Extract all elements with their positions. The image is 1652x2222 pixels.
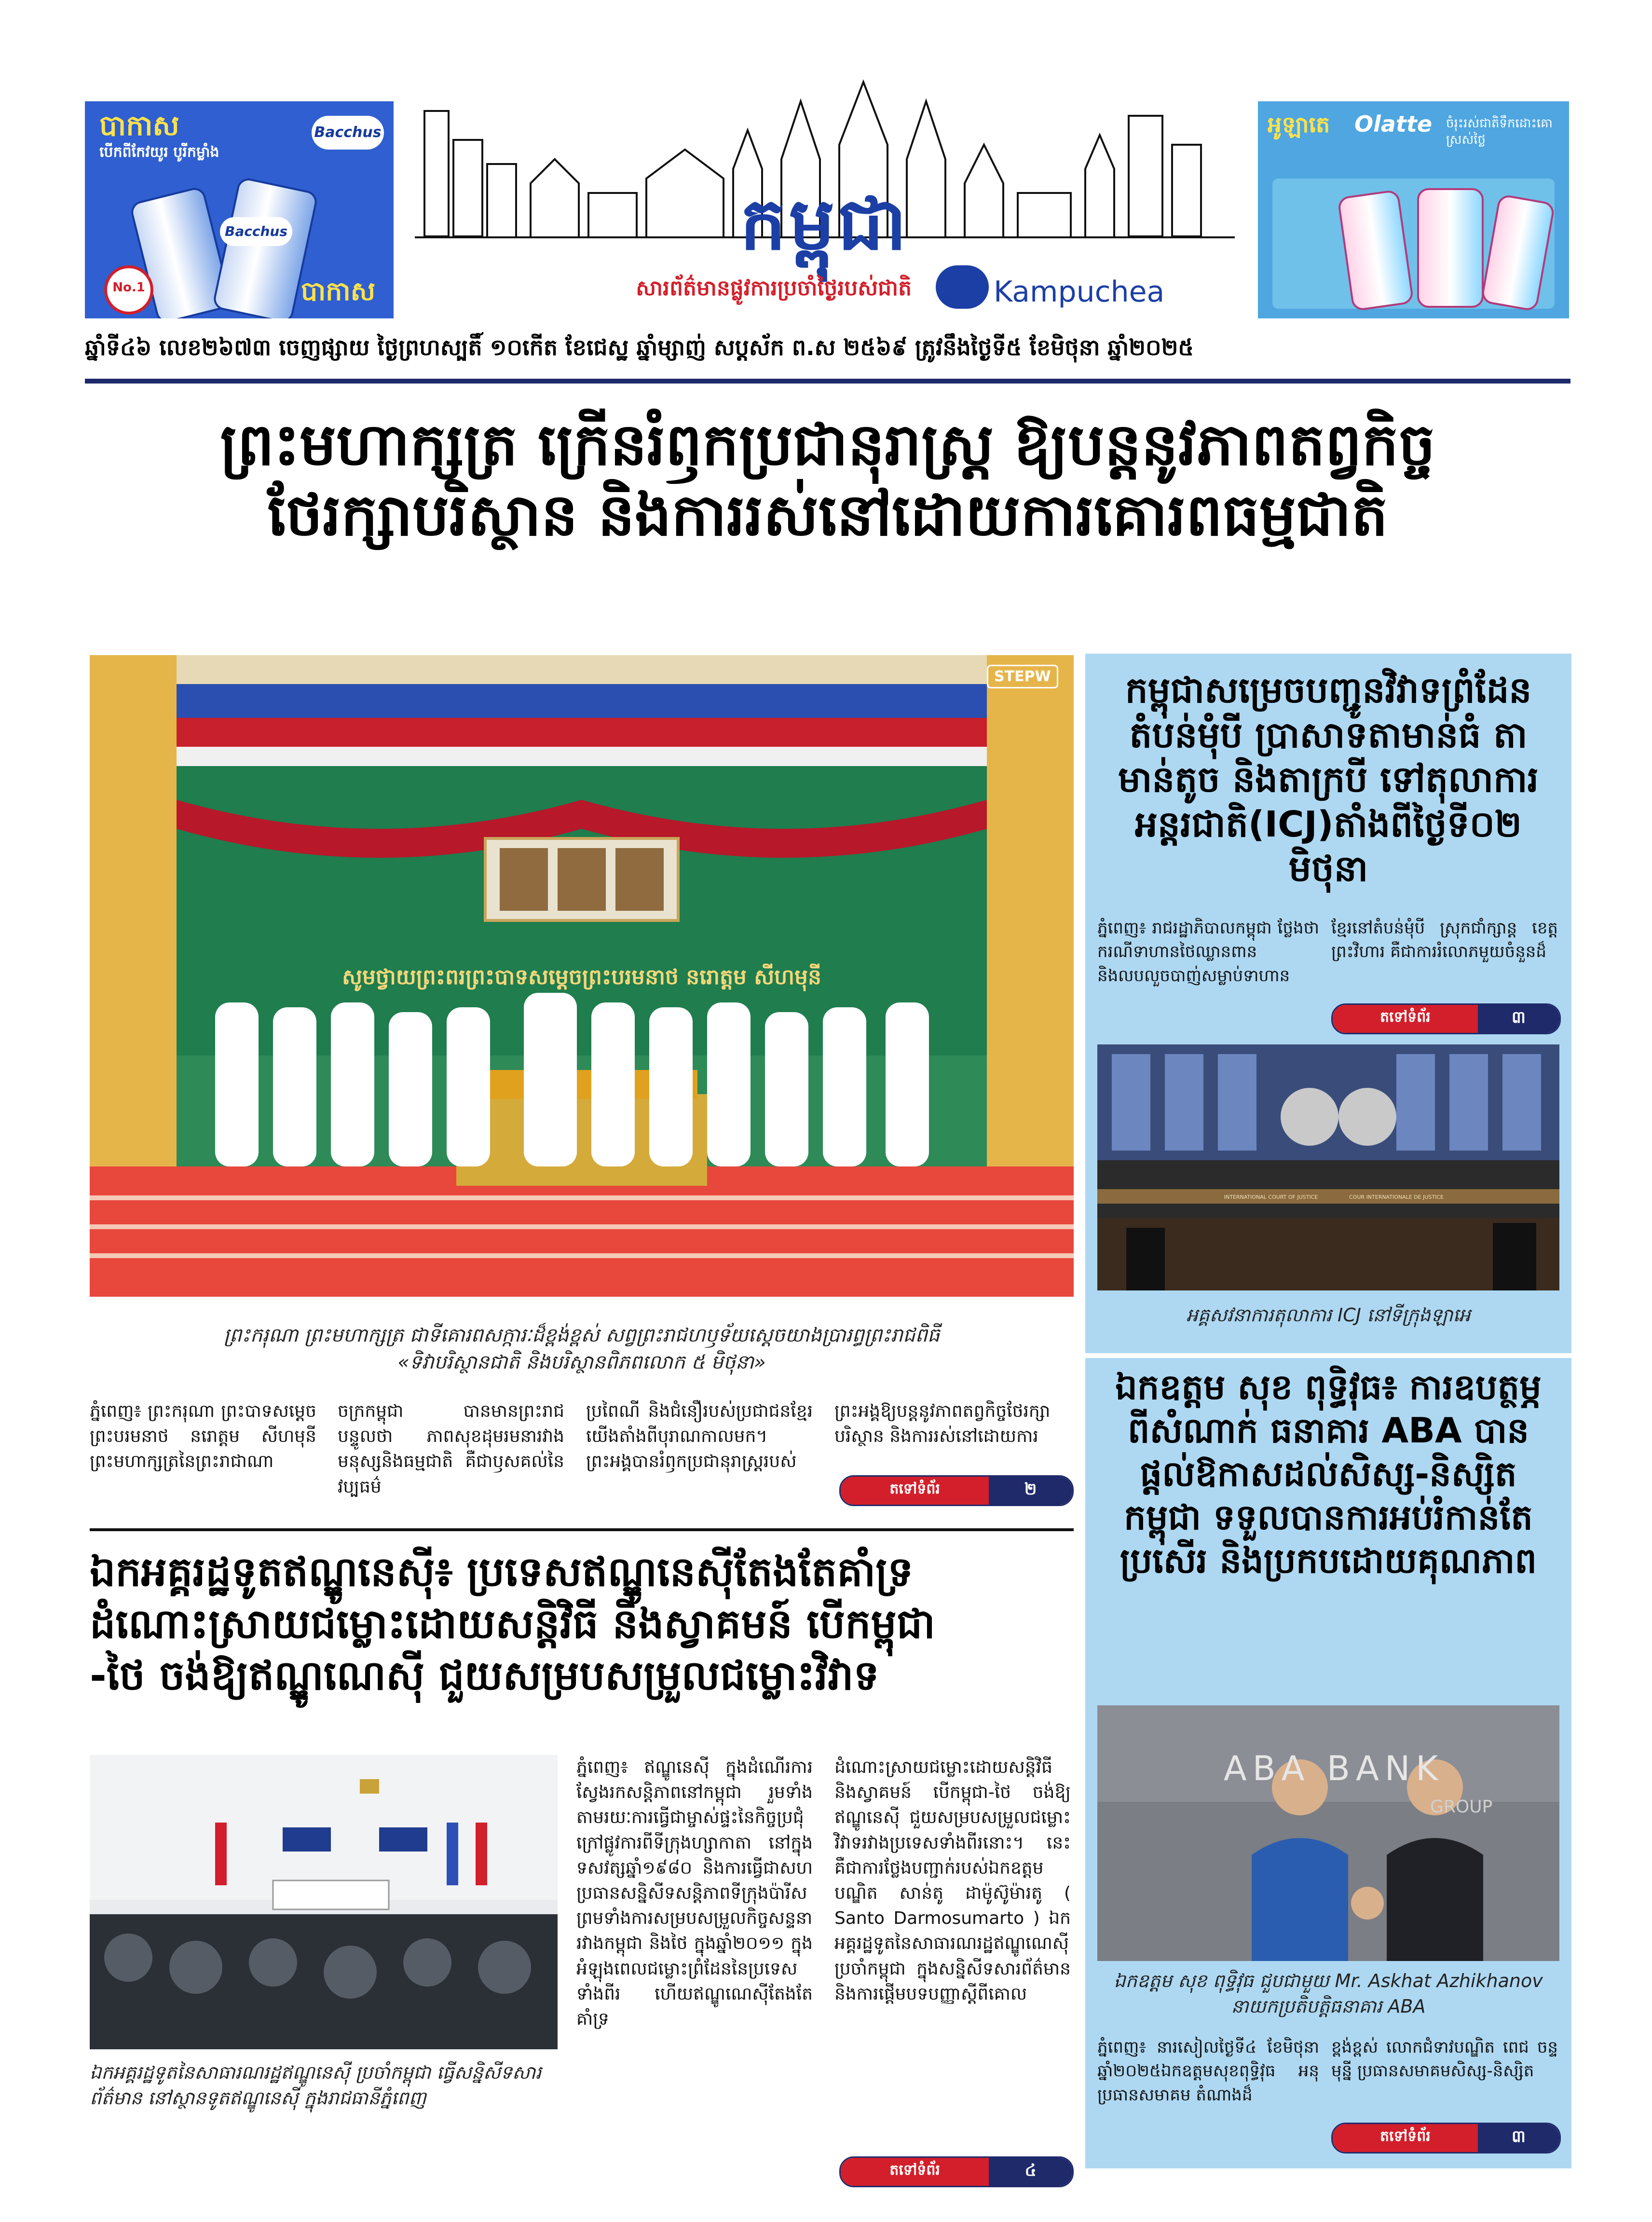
sidebar-story-1-column-2: ខ្មែរនៅតំបន់មុំបី ស្រុកជាំក្សាន្ត ខេត្តព្រះវិហារ គឺជាការរំលោភមួយចំនួនដ៏: [1331, 919, 1558, 962]
second-headline: [90, 1546, 1074, 1702]
main-story-column-2: ចក្រកម្ពុជា បានមានព្រះរាជបន្ទូលថា ភាពសុខដុមរមនារវាងមនុស្សនិងធម្មជាតិ គឺជាឫសគល់នៃវប្បធម៌: [338, 1401, 564, 1497]
aba-bank-sign: ABA BANK: [1223, 1749, 1444, 1788]
sidebar-story-1-headline-line-2: តំបន់មុំបី ប្រាសាទតាមាន់ធំ តា: [1129, 714, 1528, 756]
sidebar-story-2-caption-line-1: ឯកឧត្តម សុខ ពុទ្ធិវុធ ជួបជាមួយ Mr. Askhat Azhikhanov: [1114, 1970, 1543, 1991]
ad-bacchus-brand-badge: Bacchus: [312, 116, 384, 150]
masthead: [415, 72, 1235, 323]
sidebar-story-1-headline: [1097, 668, 1559, 892]
sidebar-story-2-headline-line-5: ប្រសើរ និងប្រកបដោយគុណភាព: [1120, 1540, 1537, 1581]
main-story-column-3: ប្រពៃណី និងជំនឿរបស់ប្រជាជនខ្មែរ យើងតាំងពីបុរាណកាលមក។ ព្រះអង្គបានរំឭកប្រជានុរាស្ត្ររបស់: [586, 1401, 813, 1472]
second-story-continue-link[interactable]: [839, 2156, 1074, 2187]
sidebar-story-1-column-1: ភ្នំពេញ៖ រាជរដ្ឋាភិបាលកម្ពុជា ថ្លែងថា ករណីទាហានថៃឈ្លានពាន និងលបលួចបាញ់សម្លាប់ទាហាន: [1097, 919, 1319, 986]
continue-label: តទៅទំព័រ: [841, 1477, 989, 1505]
sidebar-story-2-caption-line-2: នាយកប្រតិបត្តិធនាគារ ABA: [1231, 1996, 1426, 2017]
ad-olatte-can-2: [1417, 188, 1484, 308]
sidebar-story-1-headline-line-4: អន្តរជាតិ(ICJ)តាំងពីថ្ងៃទី០២ មិថុនា: [1134, 803, 1522, 890]
sidebar-story-2-column-1: ភ្នំពេញ៖ នារសៀលថ្ងៃទី៤ ខែមិថុនាឆ្នាំ២០២៥ឯកឧត្តមសុខពុទ្ធិវុធ អនុប្រធានសមាគម តំណាងដ៏: [1097, 2038, 1319, 2105]
continue-page-number: ៤: [989, 2158, 1072, 2186]
main-story-continue-link[interactable]: [839, 1475, 1074, 1506]
logo-emblem-icon: [936, 265, 989, 309]
sidebar-story-1-headline-line-1: កម្ពុជាសម្រេចបញ្ជូនវិវាទព្រំដែន: [1125, 670, 1532, 711]
main-photo-caption-line-1: ព្រះករុណា ព្រះមហាក្សត្រ ជាទីគោរពសក្ការៈដ៏ខ្ពង់ខ្ពស់ សព្វព្រះរាជហឫទ័យស្តេចយាងប្រារព្ធព្រះរាជពិធី: [223, 1324, 940, 1346]
ad-olatte-brand: Olatte: [1354, 111, 1433, 137]
press-conference-illustration: [90, 1755, 558, 2049]
newspaper-logo: កម្ពុជា: [740, 182, 910, 266]
ad-bacchus-title: បាកាស: [99, 109, 179, 142]
second-headline-line-3: -ថៃ ចង់ឱ្យឥណ្ឌូណេស៊ី ជួយសម្របសម្រួលជម្លោះវិវាទ: [90, 1652, 879, 1700]
main-headline-line-1: ព្រះមហាក្សត្រ ក្រើនរំឭកប្រជានុរាស្ត្រ ឱ្យបន្តនូវភាពតព្វកិច្ច: [220, 411, 1435, 479]
ad-olatte-title: អូឡាតេ: [1268, 111, 1330, 137]
masthead-latin-name: Kampuchea: [994, 275, 1165, 309]
sidebar-story-1-photo: [1097, 1044, 1559, 1290]
second-story-column-1: ភ្នំពេញ៖ ឥណ្ឌូនេស៊ី ក្នុងដំណើរការស្វែងរកសន្តិភាពនៅកម្ពុជា រួមទាំងតាមរយៈការធ្វើជាម្ចាស់ផ្ទះនៃកិច្ចប្រជុំក្រៅផ្លូវការពីទីក្រុងហ្សាកាតា នៅក្នុងទសវត្សឆ្នាំ១៩៨០ និងការធ្វើជាសហប្រធានសន្និសីទសន្តិភាពទីក្រុងប៉ារីស ព្រមទាំងការសម្របសម្រួលកិច្ចសន្ទនារវាងកម្ពុជា និងថៃ ក្នុងឆ្នាំ២០១១ ក្នុងអំឡុងពេលជម្លោះព្រំដែននៃប្រទេសទាំងពីរ ហើយឥណ្ឌូណេស៊ីតែងតែគាំទ្រ: [576, 1757, 813, 2029]
section-divider: [90, 1528, 1074, 1531]
ad-bacchus[interactable]: [85, 101, 394, 318]
main-photo-caption-line-2: «ទិវាបរិស្ថានជាតិ និងបរិស្ថានពិភពលោក ៥ មិថុនា»: [397, 1351, 766, 1373]
main-photo-caption: [90, 1322, 1074, 1376]
masthead-tagline: សារព័ត៌មានផ្លូវការប្រចាំថ្ងៃរបស់ជាតិ: [636, 276, 912, 301]
second-story-column-2: ដំណោះស្រាយជម្លោះដោយសន្តិវិធី និងស្វាគមន៍ បើកម្ពុជា-ថៃ ចង់ឱ្យឥណ្ឌូនេស៊ី ជួយសម្របសម្រួលជម្លោះវិវាទរវាងប្រទេសទាំងពីរនោះ។ នេះគឺជាការថ្លែងបញ្ជាក់របស់ឯកឧត្តមបណ្ឌិត សាន់តូ ដាម៉ូស៊ូម៉ារតូ ( Santo Darmosumarto ) ឯកអគ្គរដ្ឋទូតនៃសាធារណរដ្ឋឥណ្ឌូណេស៊ីប្រចាំកម្ពុជា ក្នុងសន្និសីទសារព័ត៌មាន និងការផ្តើមបទបញ្ញាស្ដីពីគោល: [834, 1757, 1071, 2004]
aba-bank-sign-sub: GROUP: [1430, 1797, 1493, 1817]
issue-date-line: ឆ្នាំទី៤៦ លេខ២៦៧៣ ចេញផ្សាយ ថ្ងៃព្រហស្បតិ៍ ១០កើត ខែជេស្ឋ ឆ្នាំម្សាញ់ សប្តស័ក ព.ស ២៥៦៩ ត្រូវនឹងថ្ងៃទី៥ ខែមិថុនា ឆ្នាំ២០២៥: [85, 334, 1194, 360]
sidebar-divider: [1085, 1353, 1571, 1358]
sidebar-story-2-headline-line-3: ផ្តល់ឱកាសដល់សិស្ស-និស្សិត: [1140, 1454, 1517, 1494]
sidebar-story-2-headline-line-2: ពីសំណាក់ ធនាគារ ABA បាន: [1127, 1410, 1529, 1451]
sidebar-story-2-headline-line-4: កម្ពុជា ទទួលបានការអប់រំកាន់តែ: [1124, 1497, 1533, 1537]
ad-bacchus-bottom-label: បាកាស: [300, 276, 376, 306]
continue-label: តទៅទំព័រ: [1333, 2124, 1478, 2152]
courtroom-illustration: [1097, 1044, 1559, 1290]
court-nameplate-left: INTERNATIONAL COURT OF JUSTICE: [1224, 1194, 1318, 1200]
sidebar-story-2-headline: [1097, 1365, 1559, 1582]
handshake-illustration: [1097, 1705, 1559, 1961]
sidebar-story-2-photo: [1097, 1705, 1559, 1961]
continue-page-number: ៣: [1478, 2124, 1559, 2152]
second-headline-line-1: ឯកអគ្គរដ្ឋទូតឥណ្ឌូនេស៊ី៖ ប្រទេសឥណ្ឌូនេស៊ីតែងតែគាំទ្រ: [90, 1548, 914, 1595]
sidebar-story-2-continue-link[interactable]: [1331, 2123, 1561, 2153]
continue-label: តទៅទំព័រ: [1333, 1005, 1478, 1033]
second-headline-line-2: ដំណោះស្រាយជម្លោះដោយសន្តិវិធី និងស្វាគមន៍ បើកម្ពុជា: [90, 1600, 935, 1647]
ad-bacchus-slogan: បើកពីកែវយូរ បូរីកម្លាំង: [99, 144, 219, 161]
sidebar-story-2-caption: [1097, 1968, 1559, 2019]
sidebar-story-1-headline-line-3: មាន់តូច និងតាក្របី ទៅតុលាការ: [1118, 759, 1539, 800]
sidebar-story-1-caption: អគ្គសវនាការតុលាការ ICJ នៅទីក្រុងឡាអេ: [1186, 1304, 1471, 1326]
ad-bacchus-no1-badge: No.1: [104, 265, 153, 315]
sidebar-story-2-headline-line-1: ឯកឧត្តម សុខ ពុទ្ធិវុធ៖ ការឧបត្ថម្ភ: [1115, 1367, 1542, 1407]
main-photo-banner-text: សូមថ្វាយព្រះពរព្រះបាទសម្តេចព្រះបរមនាថ នរោត្តម សីហមុនី: [342, 965, 821, 989]
masthead-rule: [85, 379, 1570, 384]
main-story-column-4: ព្រះអង្គឱ្យបន្តនូវភាពតព្វកិច្ចថែរក្សាបរិស្ថាន និងការរស់នៅដោយការ: [834, 1401, 1051, 1447]
main-photo: [90, 655, 1074, 1297]
main-photo-watermark: STEPW: [987, 665, 1058, 688]
court-nameplate-right: COUR INTERNATIONALE DE JUSTICE: [1349, 1194, 1444, 1200]
main-headline: [85, 410, 1570, 551]
continue-page-number: ២: [989, 1477, 1072, 1505]
main-story-column-1: ភ្នំពេញ៖ ព្រះករុណា ព្រះបាទសម្តេចព្រះបរមនាថ នរោត្តម សីហមុនី ព្រះមហាក្សត្រនៃព្រះរាជាណា: [90, 1401, 316, 1472]
second-story-caption: ឯកអគ្គរដ្ឋទូតនៃសាធារណរដ្ឋឥណ្ឌូនេស៊ី ប្រចាំកម្ពុជា ធ្វើសន្និសីទសារព័ត៌មាន នៅស្ថានទូតឥណ្ឌូនេស៊ី ក្នុងរាជធានីភ្នំពេញ: [90, 2062, 542, 2109]
sidebar-story-2-column-2: ខ្ពង់ខ្ពស់ លោកជំទាវបណ្ឌិត ពេជ ចន្ទមុន្នី ប្រធានសមាគមសិស្ស-និស្សិត: [1331, 2038, 1558, 2081]
continue-page-number: ៣: [1478, 1005, 1559, 1033]
continue-label: តទៅទំព័រ: [841, 2158, 989, 2186]
ad-bacchus-brand-badge-2: Bacchus: [220, 217, 292, 246]
main-headline-line-2: ថែរក្សាបរិស្ថាន និងការរស់នៅដោយការគោរពធម្មជាតិ: [267, 482, 1388, 549]
sidebar-story-1-continue-link[interactable]: [1331, 1003, 1561, 1034]
second-story-photo: [90, 1755, 558, 2049]
ad-olatte[interactable]: [1258, 101, 1569, 318]
ad-olatte-slogan: ចំរុះរស់ជាតិទឹកដោះគោ ស្រស់ថ្លៃ: [1446, 116, 1553, 147]
